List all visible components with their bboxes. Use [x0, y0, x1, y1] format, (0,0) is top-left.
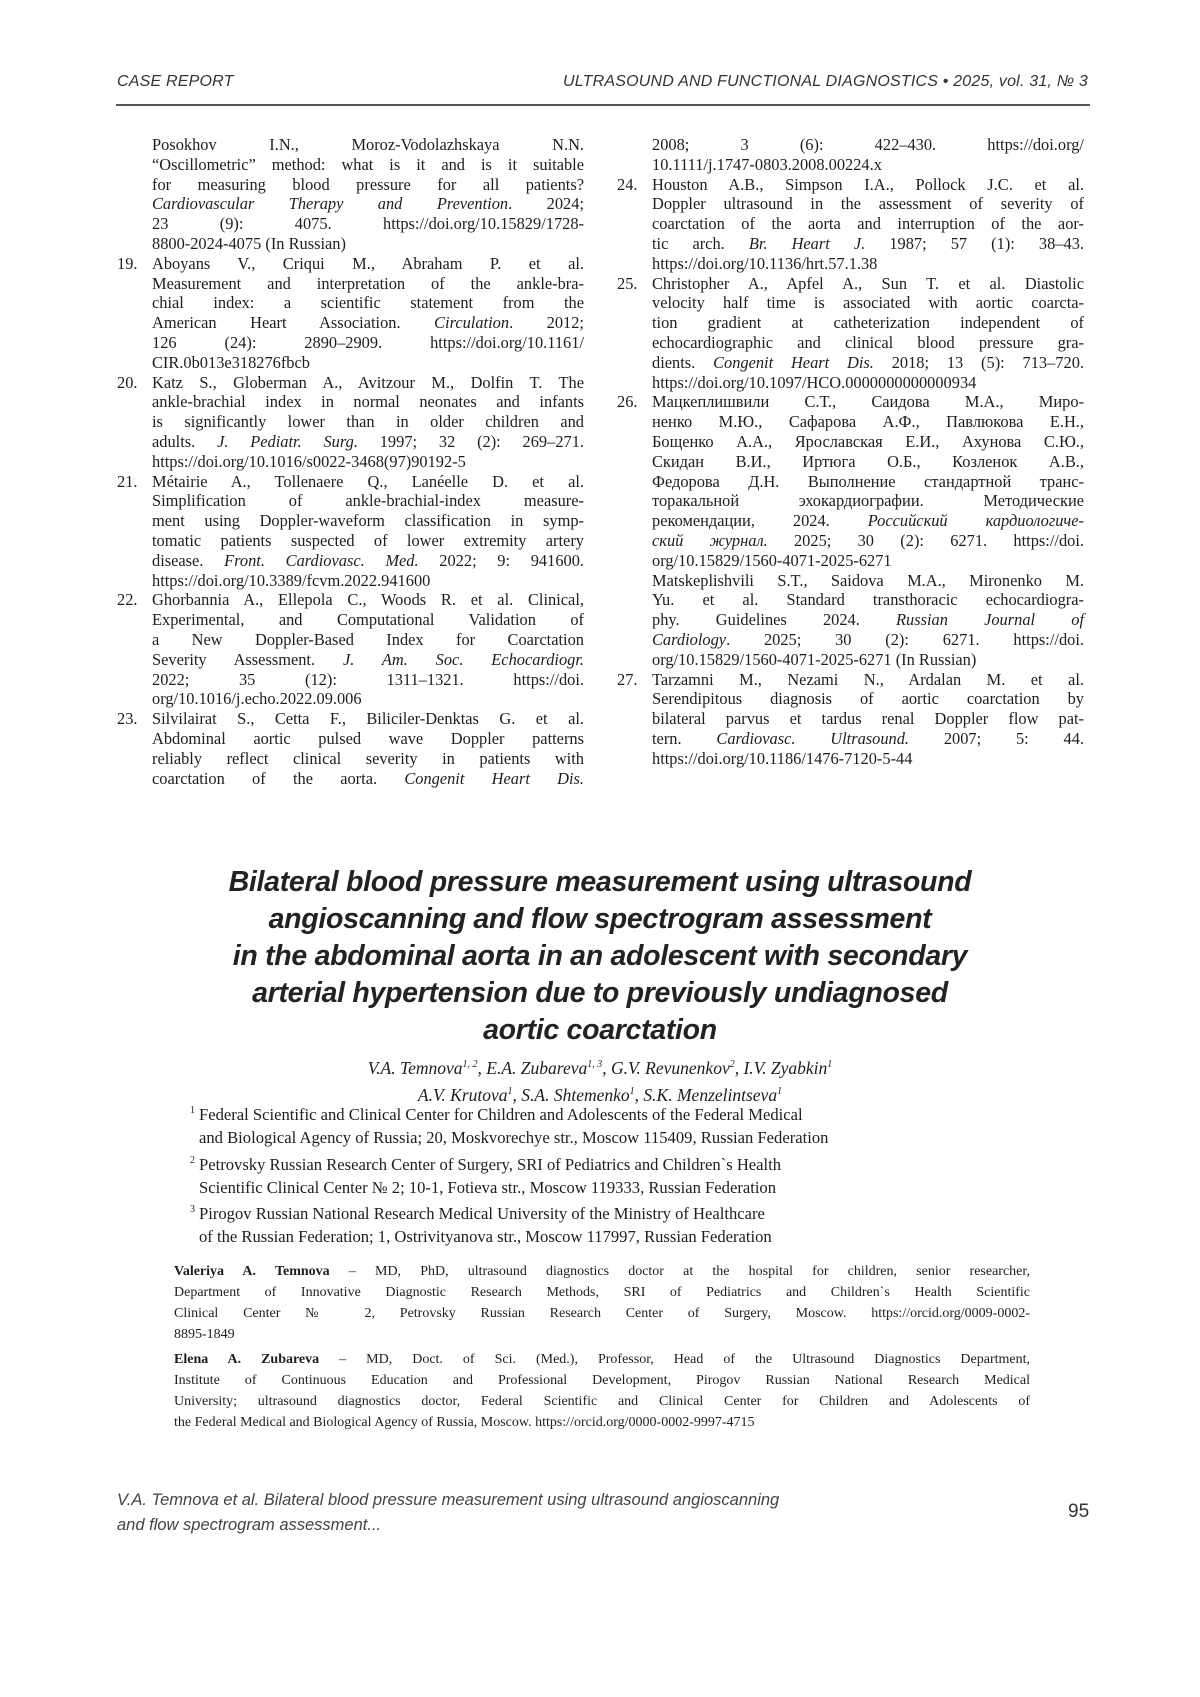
- text-segment: coarctation of the aorta and interruption of the aor-: [652, 214, 1084, 233]
- affiliation-number: 3: [190, 1198, 195, 1221]
- affiliation: [190, 1103, 828, 1149]
- text-segment: Ghorbannia A., Ellepola C., Woods R. et al. Clinical,: [152, 590, 584, 609]
- text-segment: Abdominal aortic pulsed wave Doppler patterns: [152, 729, 584, 748]
- text-segment: Yu. et al. Standard transthoracic echocardiogra-: [652, 590, 1084, 609]
- text-segment: рекомендации, 2024.: [652, 511, 868, 530]
- text-line: [152, 293, 584, 313]
- affiliation-line: Petrovsky Russian Research Center of Surgery, SRI of Pediatrics and Children`s Health: [199, 1153, 781, 1176]
- text-segment: 1997; 32 (2): 269–271.: [358, 432, 584, 451]
- references-left-column: [117, 135, 582, 788]
- emphasis-text: Cardiovasc. Ultrasound.: [716, 729, 909, 748]
- text-line: [652, 234, 1084, 254]
- text-segment: Experimental, and Computational Validation of: [152, 610, 584, 629]
- affiliation-text: [190, 1153, 781, 1199]
- text-segment: “Oscillometric” method: what is it and is it suitable: [152, 155, 584, 174]
- text-segment: . 2024;: [508, 194, 584, 213]
- text-line: [652, 175, 1084, 195]
- text-segment: 2008; 3 (6): 422–430. https://doi.org/: [652, 135, 1084, 154]
- text-line: [152, 472, 584, 492]
- text-segment: 8800-2024-4075 (In Russian): [152, 234, 346, 253]
- reference-number: 26.: [617, 392, 638, 412]
- author: [611, 1058, 743, 1078]
- text-segment: org/10.15829/1560-4071-2025-6271 (In Russian): [652, 650, 976, 669]
- text-line: [152, 650, 584, 670]
- text-segment: tomatic patients suspected of lower extremity artery: [152, 531, 584, 550]
- text-segment: dients.: [652, 353, 713, 372]
- text-line: [652, 531, 1084, 551]
- author: [743, 1058, 832, 1078]
- text-line: [174, 1349, 1030, 1370]
- text-segment: 8895-1849: [174, 1327, 235, 1342]
- author-name: E.A. Zubareva: [486, 1058, 587, 1078]
- reference-item: [117, 373, 582, 472]
- text-segment: tion gradient at catheterization independent of: [652, 313, 1084, 332]
- text-line: [152, 571, 584, 591]
- author-affiliation-mark: 1: [630, 1086, 635, 1097]
- text-line: [152, 511, 584, 531]
- reference-item: [617, 175, 1082, 274]
- text-segment: the Federal Medical and Biological Agency of Russia, Moscow. https://orcid.org/0000-0002-9997-4715: [174, 1415, 755, 1430]
- reference-number: 20.: [117, 373, 138, 393]
- reference-item: [117, 135, 582, 254]
- text-line: [174, 1261, 1030, 1282]
- text-segment: bilateral parvus et tardus renal Doppler flow pat-: [652, 709, 1084, 728]
- text-line: [174, 1324, 1030, 1345]
- text-line: [652, 670, 1084, 690]
- author: [368, 1058, 487, 1078]
- text-line: [152, 373, 584, 393]
- text-line: [652, 135, 1084, 155]
- text-segment: org/10.1016/j.echo.2022.09.006: [152, 689, 362, 708]
- text-segment: Measurement and interpretation of the ankle-bra-: [152, 274, 584, 293]
- emphasis-text: Circulation: [434, 313, 509, 332]
- affiliation: [190, 1153, 781, 1199]
- emphasis-text: Valeriya A. Temnova: [174, 1264, 330, 1279]
- author-name: I.V. Zyabkin: [743, 1058, 827, 1078]
- author-line: [100, 1053, 1100, 1080]
- emphasis-text: J. Pediatr. Surg.: [217, 432, 358, 451]
- text-segment: is significantly lower than in older children and: [152, 412, 584, 431]
- text-line: [652, 709, 1084, 729]
- text-line: [152, 333, 584, 353]
- author: [418, 1085, 521, 1105]
- text-line: [152, 432, 584, 452]
- text-segment: University; ultrasound diagnostics doctor, Federal Scientific and Clinical Center for Children and Adolescents of: [174, 1394, 1030, 1409]
- text-line: [152, 610, 584, 630]
- text-line: [652, 551, 1084, 571]
- text-segment: ankle-brachial index in normal neonates and infants: [152, 392, 584, 411]
- text-line: [652, 274, 1084, 294]
- text-segment: a New Doppler-Based Index for Coarctation: [152, 630, 584, 649]
- reference-number: 21.: [117, 472, 138, 492]
- text-line: [652, 511, 1084, 531]
- emphasis-text: Cardiovascular Therapy and Prevention: [152, 194, 508, 213]
- text-segment: . 2012;: [509, 313, 584, 332]
- text-line: [152, 254, 584, 274]
- text-line: [652, 571, 1084, 591]
- emphasis-text: ский журнал.: [652, 531, 768, 550]
- text-line: [652, 353, 1084, 373]
- text-line: [652, 392, 1084, 412]
- text-line: [174, 1370, 1030, 1391]
- text-segment: Мацкеплишвили С.Т., Саидова М.А., Миро-: [652, 392, 1084, 411]
- text-line: [652, 630, 1084, 650]
- author-affiliation-mark: 1, 3: [587, 1059, 602, 1070]
- text-line: [652, 313, 1084, 333]
- text-line: [652, 689, 1084, 709]
- text-line: [152, 749, 584, 769]
- author-name: A.V. Krutova: [418, 1085, 508, 1105]
- text-segment: – MD, Doct. of Sci. (Med.), Professor, Head of the Ultrasound Diagnostics Department,: [319, 1352, 1030, 1367]
- text-line: [652, 610, 1084, 630]
- text-line: [652, 590, 1084, 610]
- text-segment: https://doi.org/10.1016/s0022-3468(97)90192-5: [152, 452, 466, 471]
- text-segment: 1987; 57 (1): 38–43.: [865, 234, 1084, 253]
- references-right-column: [617, 135, 1082, 769]
- text-segment: Severity Assessment.: [152, 650, 343, 669]
- reference-item: [117, 472, 582, 591]
- running-header-section: CASE REPORT: [117, 73, 234, 91]
- text-segment: echocardiographic and clinical blood pressure gra-: [652, 333, 1084, 352]
- reference-item: [617, 392, 1082, 669]
- text-line: [652, 452, 1084, 472]
- text-segment: Clinical Center № 2, Petrovsky Russian Research Center of Surgery, Moscow. https://orcid.org/0009-0002-: [174, 1306, 1030, 1321]
- text-line: [152, 531, 584, 551]
- text-segment: tic arch.: [652, 234, 749, 253]
- text-segment: 10.1111/j.1747-0803.2008.00224.x: [652, 155, 882, 174]
- text-line: [652, 729, 1084, 749]
- author: [521, 1085, 643, 1105]
- author: [486, 1058, 611, 1078]
- text-line: [152, 175, 584, 195]
- text-line: [652, 749, 1084, 769]
- title-line: aortic coarctation: [100, 1012, 1100, 1049]
- page-number: 95: [1068, 1501, 1089, 1523]
- text-line: [652, 214, 1084, 234]
- text-segment: . 2025; 30 (2): 6271. https://doi.: [726, 630, 1084, 649]
- title-line: in the abdominal aorta in an adolescent with secondary: [100, 938, 1100, 975]
- text-line: [152, 274, 584, 294]
- reference-item: [617, 274, 1082, 393]
- text-line: [152, 412, 584, 432]
- text-segment: https://doi.org/10.1097/HCO.0000000000000934: [652, 373, 976, 392]
- text-segment: Katz S., Globerman A., Avitzour M., Dolfin T. The: [152, 373, 584, 392]
- text-segment: tern.: [652, 729, 716, 748]
- emphasis-text: Elena A. Zubareva: [174, 1352, 319, 1367]
- text-segment: https://doi.org/10.3389/fcvm.2022.941600: [152, 571, 430, 590]
- title-line: Bilateral blood pressure measurement using ultrasound: [100, 864, 1100, 901]
- title-line: arterial hypertension due to previously undiagnosed: [100, 975, 1100, 1012]
- affiliation-line: and Biological Agency of Russia; 20, Moskvorechye str., Moscow 115409, Russian Federation: [199, 1126, 828, 1149]
- text-line: [152, 135, 584, 155]
- author-affiliation-mark: 1: [508, 1086, 513, 1097]
- article-authors: [100, 1053, 1100, 1107]
- text-line: [152, 729, 584, 749]
- text-line: [174, 1412, 1030, 1433]
- text-segment: https://doi.org/10.1136/hrt.57.1.38: [652, 254, 877, 273]
- reference-item: [617, 135, 1082, 175]
- author: [643, 1085, 782, 1105]
- text-segment: 2022; 9: 941600.: [419, 551, 584, 570]
- text-segment: disease.: [152, 551, 224, 570]
- text-segment: 2007; 5: 44.: [909, 729, 1084, 748]
- author-bio: [174, 1349, 1030, 1433]
- reference-number: 22.: [117, 590, 138, 610]
- author-affiliation-mark: 1, 2: [463, 1059, 478, 1070]
- text-segment: Скидан В.И., Иртюга О.Б., Козленок А.В.,: [652, 452, 1084, 471]
- text-segment: Matskeplishvili S.T., Saidova M.A., Mironenko M.: [652, 571, 1084, 590]
- text-segment: Posokhov I.N., Moroz-Vodolazhskaya N.N.: [152, 135, 584, 154]
- reference-number: 24.: [617, 175, 638, 195]
- affiliation-line: Federal Scientific and Clinical Center for Children and Adolescents of the Federal Medical: [199, 1103, 828, 1126]
- affiliation-text: [190, 1103, 828, 1149]
- running-header-journal: ULTRASOUND AND FUNCTIONAL DIAGNOSTICS • 2025, vol. 31, № 3: [563, 73, 1088, 91]
- text-segment: ment using Doppler-waveform classification in symp-: [152, 511, 584, 530]
- text-line: [152, 155, 584, 175]
- text-line: [652, 650, 1084, 670]
- affiliation-line: Pirogov Russian National Research Medical University of the Ministry of Healthcare: [199, 1202, 772, 1225]
- text-segment: velocity half time is associated with aortic coarcta-: [652, 293, 1084, 312]
- text-segment: Simplification of ankle-brachial-index measure-: [152, 491, 584, 510]
- text-line: [652, 373, 1084, 393]
- text-line: [152, 214, 584, 234]
- emphasis-text: Br. Heart J.: [749, 234, 865, 253]
- text-segment: chial index: a scientific statement from the: [152, 293, 584, 312]
- text-segment: CIR.0b013e318276fbcb: [152, 353, 310, 372]
- text-line: [152, 234, 584, 254]
- affiliation-line: of the Russian Federation; 1, Ostrivityanova str., Moscow 117997, Russian Federation: [199, 1225, 772, 1248]
- text-segment: Métairie A., Tollenaere Q., Lanéelle D. et al.: [152, 472, 584, 491]
- text-segment: Tarzamni M., Nezami N., Ardalan M. et al.: [652, 670, 1084, 689]
- text-line: [152, 590, 584, 610]
- reference-item: [117, 709, 582, 788]
- text-line: [152, 709, 584, 729]
- reference-item: [117, 590, 582, 709]
- affiliation: [190, 1202, 772, 1248]
- text-line: [652, 254, 1084, 274]
- text-segment: ненко М.Ю., Сафарова А.Ф., Павлюкова Е.Н.,: [652, 412, 1084, 431]
- text-segment: Serendipitous diagnosis of aortic coarctation by: [652, 689, 1084, 708]
- text-line: [152, 491, 584, 511]
- emphasis-text: Cardiology: [652, 630, 726, 649]
- author-name: V.A. Temnova: [368, 1058, 463, 1078]
- text-line: [152, 551, 584, 571]
- text-segment: coarctation of the aorta.: [152, 769, 404, 788]
- running-footer-title: [117, 1488, 779, 1538]
- author-name: S.K. Menzelintseva: [643, 1085, 777, 1105]
- text-segment: Christopher A., Apfel A., Sun T. et al. Diastolic: [652, 274, 1084, 293]
- text-segment: Федорова Д.Н. Выполнение стандартной транс-: [652, 472, 1084, 491]
- emphasis-text: Front. Cardiovasc. Med.: [224, 551, 418, 570]
- text-segment: Institute of Continuous Education and Professional Development, Pirogov Russian National Research Medical: [174, 1373, 1030, 1388]
- text-segment: Silvilairat S., Cetta F., Biliciler-Denktas G. et al.: [152, 709, 584, 728]
- text-segment: Houston A.B., Simpson I.A., Pollock J.C. et al.: [652, 175, 1084, 194]
- text-segment: adults.: [152, 432, 217, 451]
- title-line: angioscanning and flow spectrogram assessment: [100, 901, 1100, 938]
- text-line: [174, 1391, 1030, 1412]
- text-line: [174, 1282, 1030, 1303]
- text-line: [152, 452, 584, 472]
- affiliation-text: [190, 1202, 772, 1248]
- text-segment: Бощенко А.А., Ярославская Е.И., Ахунова С.Ю.,: [652, 432, 1084, 451]
- text-segment: – MD, PhD, ultrasound diagnostics doctor at the hospital for children, senior researcher,: [330, 1264, 1030, 1279]
- text-line: [152, 630, 584, 650]
- text-line: [152, 670, 584, 690]
- text-segment: for measuring blood pressure for all patients?: [152, 175, 584, 194]
- text-segment: Doppler ultrasound in the assessment of severity of: [652, 194, 1084, 213]
- text-segment: Aboyans V., Criqui M., Abraham P. et al.: [152, 254, 584, 273]
- author-affiliation-mark: 1: [777, 1086, 782, 1097]
- emphasis-text: J. Am. Soc. Echocardiogr.: [343, 650, 584, 669]
- text-line: [152, 194, 584, 214]
- text-line: [652, 412, 1084, 432]
- text-line: [174, 1303, 1030, 1324]
- emphasis-text: Congenit Heart Dis.: [713, 353, 874, 372]
- footer-line: V.A. Temnova et al. Bilateral blood pressure measurement using ultrasound angioscanning: [117, 1488, 779, 1513]
- reference-item: [117, 254, 582, 373]
- text-line: [152, 392, 584, 412]
- text-segment: 2025; 30 (2): 6271. https://doi.: [768, 531, 1084, 550]
- text-line: [652, 472, 1084, 492]
- author-affiliation-mark: 1: [827, 1059, 832, 1070]
- text-line: [152, 689, 584, 709]
- affiliation-number: 1: [190, 1099, 195, 1122]
- author-name: G.V. Revunenkov: [611, 1058, 730, 1078]
- emphasis-text: Российский кардиологиче-: [868, 511, 1084, 530]
- text-segment: 2022; 35 (12): 1311–1321. https://doi.: [152, 670, 584, 689]
- text-segment: reliably reflect clinical severity in patients with: [152, 749, 584, 768]
- text-segment: org/10.15829/1560-4071-2025-6271: [652, 551, 892, 570]
- text-segment: торакальной эхокардиографии. Методические: [652, 491, 1084, 510]
- text-line: [652, 155, 1084, 175]
- text-line: [652, 491, 1084, 511]
- text-segment: 2018; 13 (5): 713–720.: [874, 353, 1084, 372]
- text-segment: https://doi.org/10.1186/1476-7120-5-44: [652, 749, 912, 768]
- emphasis-text: Russian Journal of: [896, 610, 1084, 629]
- text-line: [152, 313, 584, 333]
- text-line: [652, 432, 1084, 452]
- reference-number: 19.: [117, 254, 138, 274]
- author-bios: [174, 1261, 1030, 1437]
- emphasis-text: Congenit Heart Dis.: [404, 769, 584, 788]
- text-line: [152, 353, 584, 373]
- text-line: [652, 333, 1084, 353]
- reference-number: 25.: [617, 274, 638, 294]
- text-line: [652, 293, 1084, 313]
- reference-number: 23.: [117, 709, 138, 729]
- article-title: [100, 864, 1100, 1049]
- text-segment: Department of Innovative Diagnostic Research Methods, SRI of Pediatrics and Children`s Health Scientific: [174, 1285, 1030, 1300]
- text-segment: American Heart Association.: [152, 313, 434, 332]
- text-line: [652, 194, 1084, 214]
- affiliation-line: Scientific Clinical Center № 2; 10-1, Fotieva str., Moscow 119333, Russian Federation: [199, 1176, 781, 1199]
- text-line: [152, 769, 584, 789]
- text-segment: 126 (24): 2890–2909. https://doi.org/10.1161/: [152, 333, 584, 352]
- footer-line: and flow spectrogram assessment...: [117, 1513, 779, 1538]
- reference-item: [617, 670, 1082, 769]
- text-segment: 23 (9): 4075. https://doi.org/10.15829/1728-: [152, 214, 584, 233]
- author-affiliation-mark: 2: [730, 1059, 735, 1070]
- text-segment: phy. Guidelines 2024.: [652, 610, 896, 629]
- author-bio: [174, 1261, 1030, 1345]
- author-name: S.A. Shtemenko: [521, 1085, 629, 1105]
- affiliation-number: 2: [190, 1149, 195, 1172]
- header-divider: [116, 104, 1090, 106]
- reference-number: 27.: [617, 670, 638, 690]
